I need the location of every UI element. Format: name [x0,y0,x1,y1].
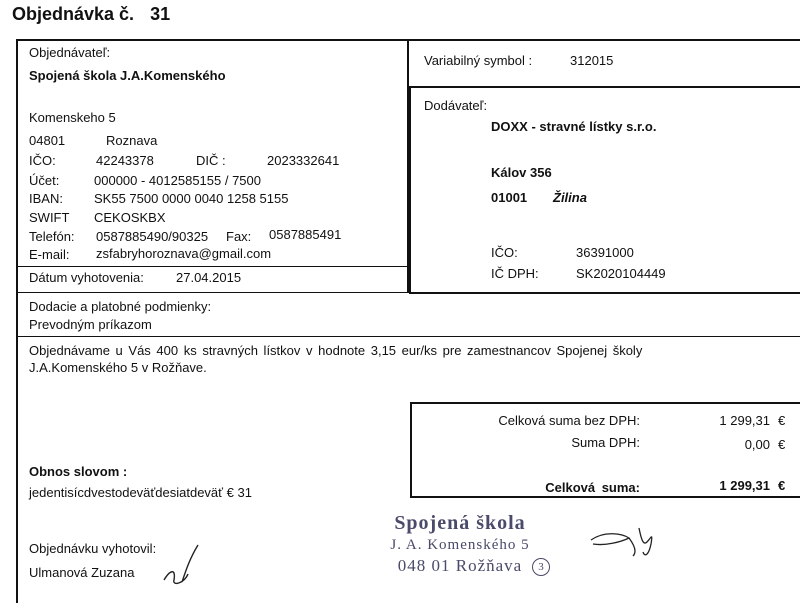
order-text-line1: Objednávame u Vás 400 ks stravných lístkov v hodnote 3,15 eur/ks pre zamestnancov Spojenej školy [29,343,643,358]
frame-left [16,39,18,603]
signature-prepared [150,540,220,590]
date-divider [16,266,409,267]
buyer-dic: 2023332641 [267,153,340,168]
buyer-iban-label: IBAN: [29,191,63,206]
vat-value: 0,00 [744,437,770,452]
buyer-street: Komenskeho 5 [29,110,116,125]
document-title [12,4,170,25]
vat-label: Suma DPH: [571,435,640,450]
title-text: Objednávka č. [12,4,135,24]
buyer-label: Objednávateľ: [29,45,111,60]
school-stamp [370,512,550,576]
net-currency: € [778,413,786,428]
total-currency: € [778,478,786,493]
vs-divider [407,86,800,88]
words-value: jedentisícdvestodeväťdesiatdeväť € 31 [29,485,252,500]
created-label: Dátum vyhotovenia: [29,270,144,285]
stamp-number: 3 [538,561,544,573]
totals-bottom [410,496,800,498]
supplier-street: Kálov 356 [491,165,552,180]
stamp-line3: 048 01 Rožňava [397,556,523,575]
net-value: 1 299,31 [719,413,770,428]
vs-label: Variabilný symbol : [424,53,533,68]
buyer-zip: 04801 [29,133,66,148]
created-date: 27.04.2015 [176,270,242,285]
total-label: Celková suma: [545,480,640,495]
terms-value: Prevodným príkazom [29,317,152,332]
totals-left [410,402,412,498]
buyer-phone: 0587885490/90325 [96,229,209,244]
prepared-label: Objednávku vyhotovil: [29,541,157,556]
stamp-line1: Spojená škola [394,512,526,534]
terms-bottom [16,336,800,337]
buyer-fax-label: Fax: [226,229,252,244]
buyer-iban: SK55 7500 0000 0040 1258 5155 [94,191,289,206]
stamp-number-mark [532,558,550,576]
buyer-name: Spojená škola J.A.Komenského [29,68,226,83]
buyer-fax: 0587885491 [269,227,342,242]
supplier-icdph-label: IČ DPH: [491,266,539,281]
buyer-email-label: E-mail: [29,247,70,262]
stamp-line2: J. A. Komenského 5 [390,537,530,553]
buyer-swift-label: SWIFT [29,210,70,225]
supplier-ico: 36391000 [576,245,634,260]
net-label: Celková suma bez DPH: [498,413,640,428]
supplier-city: Žilina [553,190,587,205]
supplier-bottom [409,292,800,294]
words-label: Obnos slovom : [29,464,128,479]
buyer-account-label: Účet: [29,173,60,188]
supplier-name: DOXX - stravné lístky s.r.o. [491,119,657,134]
total-value: 1 299,31 [719,478,770,493]
supplier-zip: 01001 [491,190,528,205]
buyer-swift: CEKOSKBX [94,210,166,225]
prepared-name: Ulmanová Zuzana [29,565,135,580]
order-text-line2: J.A.Komenského 5 v Rožňave. [29,360,207,375]
buyer-email: zsfabryhoroznava@gmail.com [96,246,272,261]
buyer-account: 000000 - 4012585155 / 7500 [94,173,261,188]
buyer-dic-label: DIČ : [196,153,226,168]
order-number: 31 [150,4,171,24]
supplier-icdph: SK2020104449 [576,266,666,281]
buyer-bottom [16,292,409,293]
terms-label: Dodacie a platobné podmienky: [29,299,212,314]
buyer-city: Roznava [106,133,158,148]
supplier-label: Dodávateľ: [424,98,488,113]
signature-director [585,520,665,560]
supplier-left [409,86,411,294]
buyer-ico: 42243378 [96,153,154,168]
vat-currency: € [778,437,786,452]
buyer-phone-label: Telefón: [29,229,75,244]
vs-value: 312015 [570,53,614,68]
supplier-ico-label: IČO: [491,245,518,260]
buyer-ico-label: IČO: [29,153,56,168]
totals-top [410,402,800,404]
